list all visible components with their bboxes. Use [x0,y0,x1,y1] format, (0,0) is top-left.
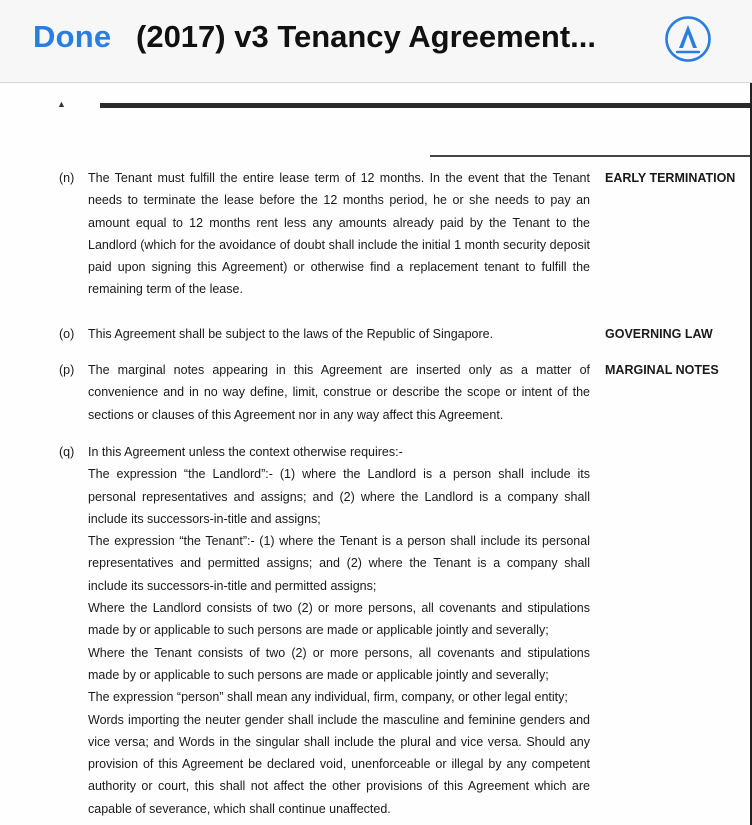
clause-paragraph: In this Agreement unless the context otherwise requires:- [88,445,403,459]
header-rule [100,103,750,108]
clause-label: (o) [59,327,75,341]
margin-note: MARGINAL NOTES [605,363,719,377]
clause-label: (n) [59,171,75,185]
document-page[interactable] [0,83,752,825]
clause-body [88,323,590,345]
page-corner-mark: ▲ [57,99,66,109]
clause-label: (q) [59,445,75,459]
clause-paragraph: The marginal notes appearing in this Agreement are inserted only as a matter of convenience and in no way define, limit, construe or describe the scope or intent of the sections or clauses of this Agreement nor in any way affect this Agreement. [88,363,590,422]
document-title: (2017) v3 Tenancy Agreement... [136,19,597,54]
clause-body [88,359,590,426]
margin-note: GOVERNING LAW [605,327,713,341]
markup-pen-icon[interactable] [664,15,712,63]
navigation-bar [0,0,752,83]
clause-body [88,167,590,301]
clause-label: (p) [59,363,75,377]
margin-note: EARLY TERMINATION [605,171,736,185]
clause-paragraph: The expression “person” shall mean any individual, firm, company, or other legal entity; [88,690,568,705]
clause-paragraph: The Tenant must fulfill the entire lease term of 12 months. In the event that the Tenant needs to terminate the lease before the 12 months period, he or she needs to pay an amount equal to 12 months rent less any amounts already paid by the Tenant to the Landlord (which for the avoidance of doubt shall include the initial 1 month security deposit paid upon signing this Agreement) or otherwise find a replacement tenant to fulfill the remaining term of the lease. [88,171,590,297]
clause-paragraph: This Agreement shall be subject to the laws of the Republic of Singapore. [88,327,494,341]
clause-paragraph: Words importing the neuter gender shall include the masculine and feminine genders and vice versa; and Words in the singular shall include the plural and vice versa. Should any provision of this Agreement be declared void, unenforceable or illegal by any competent authority or court, this shall not affect the other provisions of this Agreement which are capable of severance, which shall continue unaffected. [88,712,590,816]
margin-rule [430,155,750,157]
done-button[interactable]: Done [33,19,112,54]
clause-paragraph: Where the Landlord consists of two (2) or more persons, all covenants and stipulations made by or applicable to such persons are made or applicable jointly and severally; [88,601,590,638]
clause-body [88,441,590,820]
clause-paragraph: The expression “the Tenant”:- (1) where the Tenant is a person shall include its personal representatives and permitted assigns; and (2) where the Tenant is a company shall include its successors-in-title and permitted assigns; [88,534,590,593]
clause-paragraph: The expression “the Landlord”:- (1) where the Landlord is a person shall include its personal representatives and assigns; and (2) where the Landlord is a company shall include its successors-in-title and assigns; [88,467,590,526]
clause-paragraph: Where the Tenant consists of two (2) or more persons, all covenants and stipulations made by or applicable to such persons are made or applicable jointly and severally; [88,645,590,682]
